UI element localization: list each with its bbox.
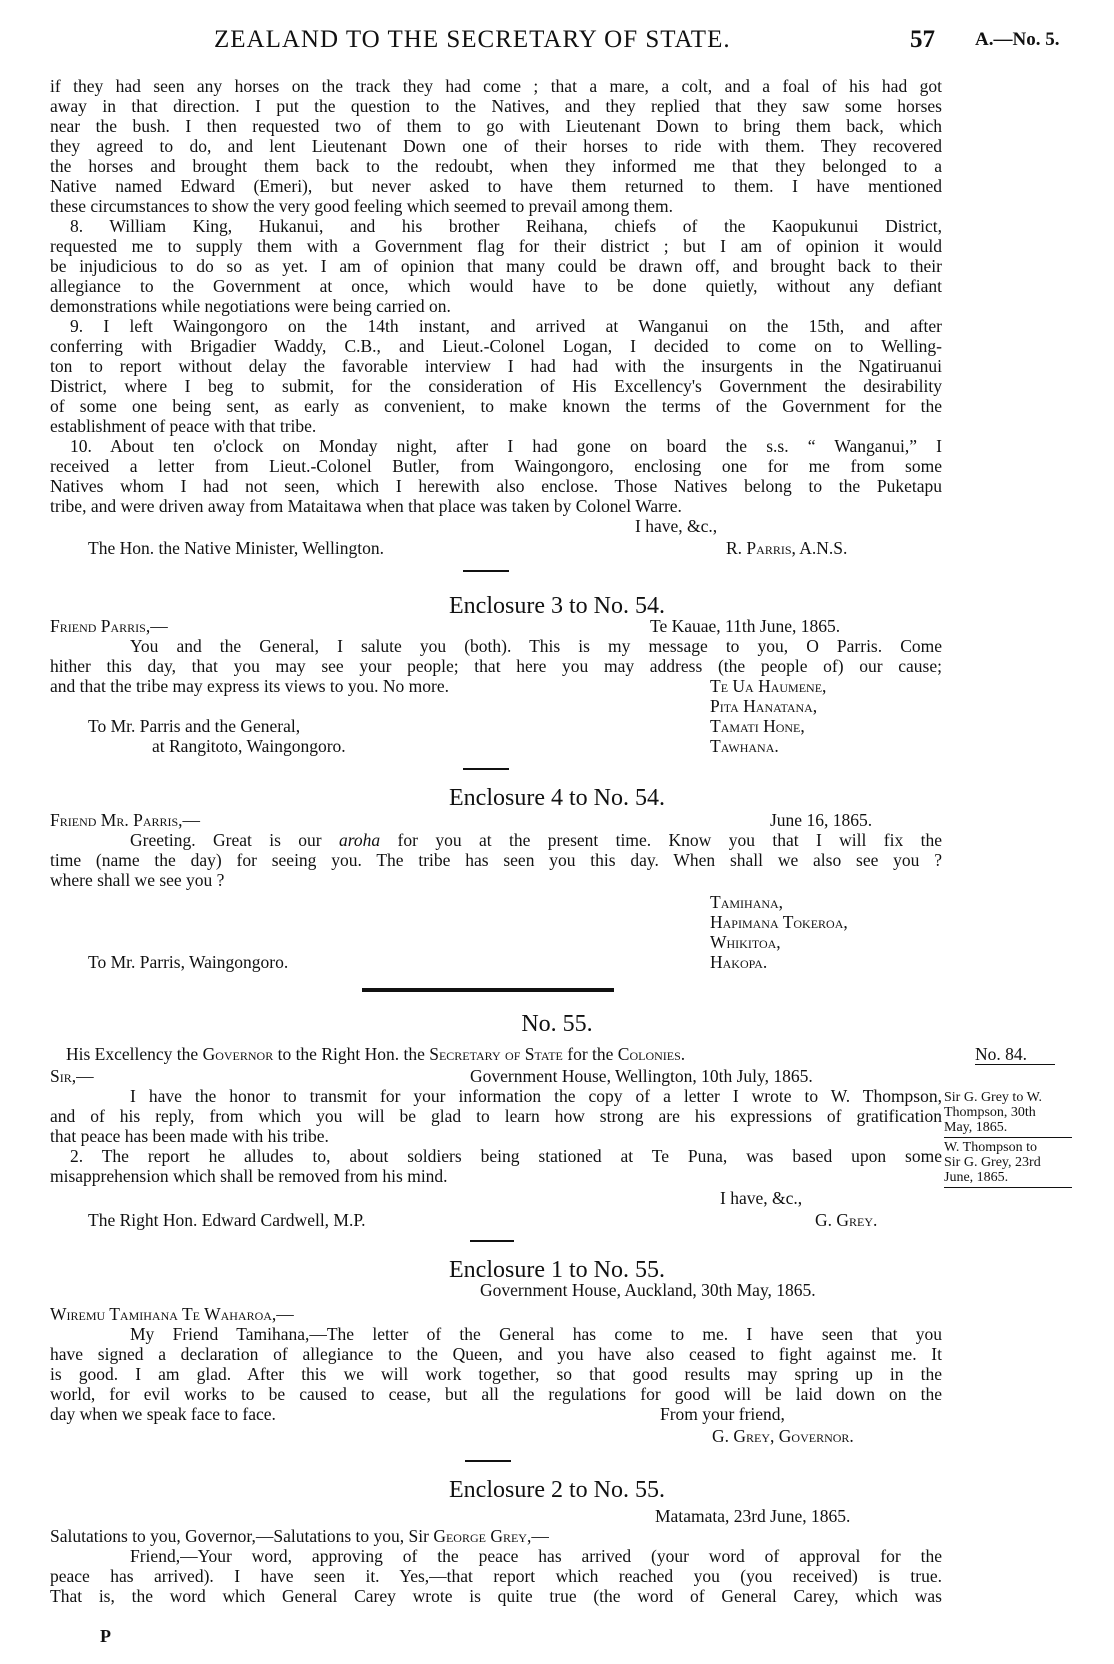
- signatory: Pita Hanatana,: [710, 696, 818, 716]
- enclosure-4-line: where shall we see you ?: [50, 870, 225, 890]
- paragraph-8-line: 8. William King, Hukanui, and his brother Reihana, chiefs of the Kaopukunui District,: [70, 216, 942, 236]
- letter-closing: I have, &c.,: [635, 516, 718, 536]
- enclosure-1-55-salutation: Wiremu Tamihana Te Waharoa,—: [50, 1304, 294, 1324]
- signatory: Tawhana.: [710, 736, 779, 756]
- text-line: if they had seen any horses on the track they had come ; that a mare, a colt, and a foal of his had got: [50, 76, 942, 96]
- enclosure-1-55-closing: From your friend,: [660, 1404, 785, 1424]
- paragraph-9-line: 9. I left Waingongoro on the 14th instant, and arrived at Wanganui on the 15th, and after: [70, 316, 942, 336]
- page-header: [0, 26, 1114, 56]
- paragraph-9-line: District, where I beg to submit, for the consideration of His Excellency's Government the desirability: [50, 376, 942, 396]
- no-55-para2-line: misapprehension which shall be removed from his mind.: [50, 1166, 448, 1186]
- paragraph-10-line: Natives whom I had not seen, which I herewith also enclose. Those Natives belong to the Puketapu: [50, 476, 942, 496]
- enclosure-4-salutation: Friend Mr. Parris,—: [50, 810, 201, 830]
- paragraph-9-line: conferring with Brigadier Waddy, C.B., and Lieut.-Colonel Logan, I decided to come on to Welling-: [50, 336, 942, 356]
- enclosure-1-55-signature: G. Grey, Governor.: [712, 1426, 854, 1446]
- section-divider: [470, 1240, 514, 1242]
- no-55-signature: G. Grey.: [815, 1210, 878, 1230]
- letter-addressee: The Hon. the Native Minister, Wellington.: [88, 538, 384, 558]
- enclosure-1-55-line: is good. I am glad. After this we will work together, so that good results may spring up in the: [50, 1364, 942, 1384]
- no-55-line: and of his reply, from which you will be glad to learn how strong are his expressions of gratification: [50, 1106, 942, 1126]
- no-55-heading: No. 55.: [521, 1011, 593, 1037]
- paragraph-8-line: allegiance to the Government at once, which would have to be done quietly, without any defiant: [50, 276, 942, 296]
- enclosure-1-55-line: have signed a declaration of allegiance to the Queen, and you have also ceased to fight against me. It: [50, 1344, 942, 1364]
- paragraph-10-line: tribe, and were driven away from Mataitawa when that place was taken by Colonel Warre.: [50, 496, 682, 516]
- enclosure-3-line: You and the General, I salute you (both). This is my message to you, O Parris. Come: [130, 636, 942, 656]
- signatory: Hapimana Tokeroa,: [710, 912, 848, 932]
- no-55-place-date: Government House, Wellington, 10th July, 1865.: [470, 1066, 813, 1086]
- section-divider: [463, 768, 509, 770]
- paragraph-9-line: of some one being sent, as early as convenient, to make known the terms of the Government for the: [50, 396, 942, 416]
- major-divider: [362, 988, 614, 992]
- paragraph-8-line: demonstrations while negotiations were being carried on.: [50, 296, 451, 316]
- enclosure-4-addressee: To Mr. Parris, Waingongoro.: [88, 952, 289, 972]
- enclosure-2-55-heading: Enclosure 2 to No. 55.: [449, 1477, 665, 1503]
- signatory: Whikitoa,: [710, 932, 781, 952]
- no-55-reference: No. 84.: [975, 1044, 1028, 1064]
- text-line: away in that direction. I put the question to the Natives, and they replied that they saw some horses: [50, 96, 942, 116]
- enclosure-3-addressee: To Mr. Parris and the General,: [88, 716, 301, 736]
- enclosure-1-55-heading: Enclosure 1 to No. 55.: [449, 1257, 665, 1283]
- reference-underline: [975, 1064, 1055, 1065]
- margin-divider: [944, 1187, 1072, 1188]
- letter-signature: R. Parris, A.N.S.: [726, 538, 848, 558]
- no-55-addressee: The Right Hon. Edward Cardwell, M.P.: [88, 1210, 366, 1230]
- enclosure-2-55-salutation: Salutations to you, Governor,—Salutations to you, Sir George Grey,—: [50, 1526, 549, 1546]
- paper-reference: A.—No. 5.: [975, 29, 1060, 50]
- signatory: Tamati Hone,: [710, 716, 805, 736]
- paragraph-8-line: be injudicious to do so as yet. I am of opinion that many could be drawn off, and brought back to their: [50, 256, 942, 276]
- text-line: near the bush. I then requested two of them to go with Lieutenant Down to bring them back, which: [50, 116, 942, 136]
- signatory: Hakopa.: [710, 952, 768, 972]
- paragraph-9-line: establishment of peace with that tribe.: [50, 416, 317, 436]
- enclosure-2-55-line: peace has arrived). I have seen it. Yes,—that report which reached you (you received) is true.: [50, 1566, 942, 1586]
- paragraph-8-line: requested me to supply them with a Government flag for their district ; but I am of opinion it would: [50, 236, 942, 256]
- enclosure-4-line: Greeting. Great is our aroha for you at the present time. Know you that I will fix the: [130, 830, 942, 850]
- enclosure-2-55-place-date: Matamata, 23rd June, 1865.: [655, 1506, 851, 1526]
- enclosure-3-line: hither this day, that you may see your people; that here you may address (the people of) our cause;: [50, 656, 942, 676]
- enclosure-4-line: time (name the day) for seeing you. The tribe has seen you this day. When shall we also see you ?: [50, 850, 942, 870]
- no-55-para2-line: 2. The report he alludes to, about soldiers being stationed at Te Puna, was based upon some: [70, 1146, 942, 1166]
- margin-note: Sir G. Grey to W. Thompson, 30th May, 1865.: [944, 1090, 1042, 1135]
- enclosure-2-55-line: Friend,—Your word, approving of the peace has arrived (your word of approval for the: [130, 1546, 942, 1566]
- enclosure-3-salutation: Friend Parris,—: [50, 616, 168, 636]
- paragraph-9-line: ton to report without delay the favorable interview I had had with the insurgents in the Ngatiruanui: [50, 356, 942, 376]
- section-divider: [463, 570, 509, 572]
- margin-divider: [944, 1137, 1072, 1138]
- enclosure-1-55-line: My Friend Tamihana,—The letter of the General has come to me. I have seen that you: [130, 1324, 942, 1344]
- margin-note: W. Thompson to Sir G. Grey, 23rd June, 1865.: [944, 1140, 1041, 1185]
- text-line: the horses and brought them back to the redoubt, when they informed me that they belonged to a: [50, 156, 942, 176]
- enclosure-2-55-line: That is, the word which General Carey wrote is quite true (the word of General Carey, which was: [50, 1586, 942, 1606]
- signatory: Tamihana,: [710, 892, 784, 912]
- signatory: Te Ua Haumene,: [710, 676, 827, 696]
- no-55-closing: I have, &c.,: [720, 1188, 803, 1208]
- paragraph-10-line: received a letter from Lieut.-Colonel Butler, from Waingongoro, enclosing one for me from some: [50, 456, 942, 476]
- section-divider: [465, 1460, 511, 1462]
- text-line: they agreed to do, and lent Lieutenant Down one of their horses to ride with them. They recovered: [50, 136, 942, 156]
- enclosure-3-place-date: Te Kauae, 11th June, 1865.: [650, 616, 841, 636]
- signature-mark: P: [100, 1626, 111, 1646]
- running-title: ZEALAND TO THE SECRETARY OF STATE.: [214, 26, 731, 53]
- enclosure-3-line: and that the tribe may express its views to you. No more.: [50, 676, 450, 696]
- paragraph-10-line: 10. About ten o'clock on Monday night, after I had gone on board the s.s. “ Wanganui,” I: [70, 436, 942, 456]
- enclosure-4-date: June 16, 1865.: [770, 810, 873, 830]
- no-55-subheading: His Excellency the Governor to the Right Hon. the Secretary of State for the Colonies.: [66, 1044, 686, 1064]
- enclosure-1-55-place-date: Government House, Auckland, 30th May, 1865.: [480, 1280, 816, 1300]
- text-line: these circumstances to show the very good feeling which seemed to prevail among them.: [50, 196, 674, 216]
- no-55-salutation: Sir,—: [50, 1066, 94, 1086]
- enclosure-3-addressee-place: at Rangitoto, Waingongoro.: [152, 736, 346, 756]
- enclosure-3-heading: Enclosure 3 to No. 54.: [449, 593, 665, 619]
- no-55-line: I have the honor to transmit for your information the copy of a letter I wrote to W. Thompson,: [130, 1086, 942, 1106]
- enclosure-4-heading: Enclosure 4 to No. 54.: [449, 785, 665, 811]
- enclosure-1-55-line: day when we speak face to face.: [50, 1404, 276, 1424]
- page-number: 57: [910, 26, 935, 53]
- text-line: Native named Edward (Emeri), but never asked to have them returned to them. I have mentioned: [50, 176, 942, 196]
- enclosure-1-55-line: world, for evil works to be caused to cease, but all the regulations for good will be laid down on the: [50, 1384, 942, 1404]
- no-55-line: that peace has been made with his tribe.: [50, 1126, 329, 1146]
